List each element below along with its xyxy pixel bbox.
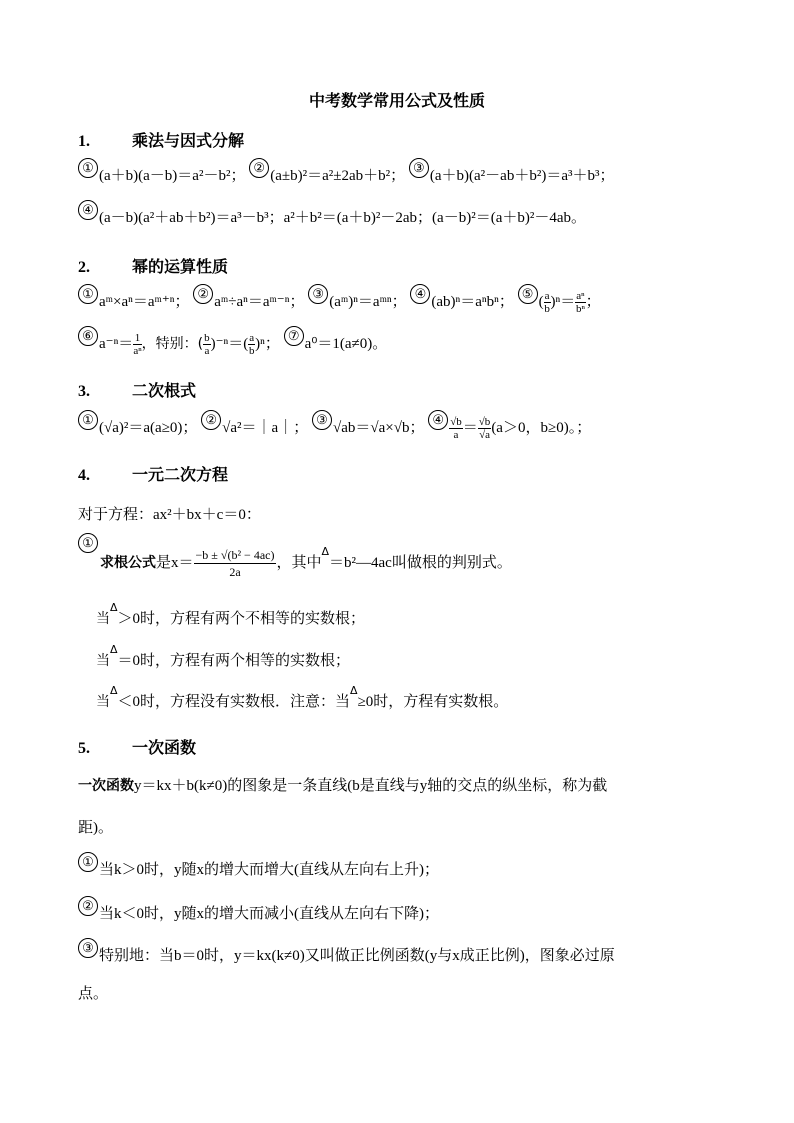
formula: aᵐ÷aⁿ＝aᵐ⁻ⁿ； [214, 294, 305, 310]
section-number: 2. [78, 259, 90, 276]
formula: (a±b)²＝a²±2ab＋b²； [270, 168, 406, 184]
circled-number: ③ [312, 410, 332, 430]
circled-number: ③ [409, 158, 429, 178]
discriminant-case: 当$^\Delta$＞0时，方程有两个不相等的实数根； [96, 601, 366, 627]
formula: (a－b)(a²＋ab＋b²)＝a³－b³；a²＋b²＝(a＋b)²－2ab；(a－b)²＝(a＋b)²－4ab。 [99, 210, 587, 226]
formula: (a＋b)(a－b)＝a²－b²； [99, 168, 246, 184]
definition-line: 一次函数y＝kx＋b(k≠0)的图象是一条直线(b是直线与y轴的交点的纵坐标，称为截 [78, 778, 608, 794]
property-line: ③特别地：当b＝0时，y＝kx(k≠0)又叫做正比例函数(y与x成正比例)，图象必过原 [78, 938, 615, 965]
section-1-heading [78, 128, 244, 151]
formula: (√a)²＝a(a≥0)； [99, 420, 198, 436]
definition-line: 距)。 [78, 820, 113, 836]
formula: a⁰＝1(a≠0)。 [304, 336, 388, 352]
circled-number: ④ [428, 410, 448, 430]
delta-symbol: Δ [110, 684, 118, 697]
section-5-heading [78, 735, 196, 758]
formula-line [78, 533, 99, 560]
formula: a⁻ⁿ＝ $\frac{1}{\text{aⁿ}}$ ，特别：( $\frac{b}{a}$ )⁻ⁿ＝( $\frac{a}{b}$ )ⁿ； [99, 332, 280, 358]
formula-line [78, 410, 591, 441]
circled-number: ① [78, 533, 98, 553]
section-number: 1. [78, 133, 90, 150]
discriminant-case: 当$^\Delta$＝0时，方程有两个相等的实数根； [96, 643, 351, 669]
formula: (aᵐ)ⁿ＝aᵐⁿ； [329, 294, 407, 310]
page-title: 中考数学常用公式及性质 [308, 91, 485, 110]
delta-symbol: Δ [350, 684, 358, 697]
circled-number: ③ [308, 284, 328, 304]
circled-number: ⑦ [284, 326, 304, 346]
root-formula-line: 求根公式是x＝ $\frac{\text{−b ± √(b² − 4ac)}}{2a}$，其中$^\Delta$＝b²—4ac叫做根的判别式。 [100, 544, 512, 579]
circled-number: ② [249, 158, 269, 178]
section-number: 3. [78, 383, 90, 400]
delta-symbol: Δ [110, 601, 118, 614]
formula: √ab＝√a×√b； [332, 420, 425, 436]
formula: aᵐ×aⁿ＝aᵐ⁺ⁿ； [99, 294, 190, 310]
section-3-heading [78, 378, 196, 401]
term-linear-function: 一次函数 [78, 778, 134, 794]
circled-number: ④ [410, 284, 430, 304]
circled-number: ④ [78, 200, 98, 220]
formula: (ab)ⁿ＝aⁿbⁿ； [431, 294, 514, 310]
root-formula-fraction: $\frac{\text{−b ± √(b² − 4ac)}}{2a}$ [195, 548, 275, 579]
formula: $\frac{√b}{a}$ ＝ $\frac{√b}{√a}$ (a＞0，b≥0)。； [450, 416, 592, 442]
circled-number: ③ [78, 938, 98, 958]
section-title: 一次函数 [132, 738, 197, 757]
section-title: 幂的运算性质 [132, 257, 229, 276]
property-line: ①当k＞0时，y随x的增大而增大(直线从左向右上升)； [78, 852, 439, 879]
section-title: 二次根式 [132, 381, 197, 400]
property-line: ②当k＜0时，y随x的增大而减小(直线从左向右下降)； [78, 896, 439, 923]
section-number: 5. [78, 740, 90, 757]
formula-line [78, 326, 387, 357]
property-line: 点。 [78, 986, 109, 1002]
circled-number: ② [78, 896, 98, 916]
delta-symbol: Δ [321, 544, 330, 558]
circled-number: ① [78, 852, 98, 872]
section-number: 4. [78, 467, 90, 484]
section-title: 乘法与因式分解 [132, 131, 245, 150]
discriminant-case: 当$^\Delta$＜0时，方程没有实数根．注意：当$^\Delta$≥0时，方程有实数根。 [96, 684, 509, 710]
formula-line [78, 158, 614, 185]
circled-number: ② [201, 410, 221, 430]
section-title: 一元二次方程 [132, 465, 229, 484]
circled-number: ① [78, 410, 98, 430]
circled-number: ① [78, 158, 98, 178]
formula: (a＋b)(a²－ab＋b²)＝a³＋b³； [429, 168, 615, 184]
equation-intro: 对于方程：ax²＋bx＋c＝0： [78, 507, 261, 523]
circled-number: ② [193, 284, 213, 304]
circled-number: ⑥ [78, 326, 98, 346]
section-2-heading [78, 254, 228, 277]
circled-number: ⑤ [518, 284, 538, 304]
term-root-formula: 求根公式 [100, 554, 156, 571]
section-4-heading [78, 462, 228, 485]
circled-number: ① [78, 284, 98, 304]
formula-line [78, 200, 586, 227]
formula: √a²＝｜a｜； [222, 420, 309, 436]
formula: ( $\frac{a}{b}$ )ⁿ＝ $\frac{\text{aⁿ}}{\text{bⁿ}}$ ； [538, 290, 601, 316]
delta-symbol: Δ [110, 643, 118, 656]
formula-line [78, 284, 601, 315]
